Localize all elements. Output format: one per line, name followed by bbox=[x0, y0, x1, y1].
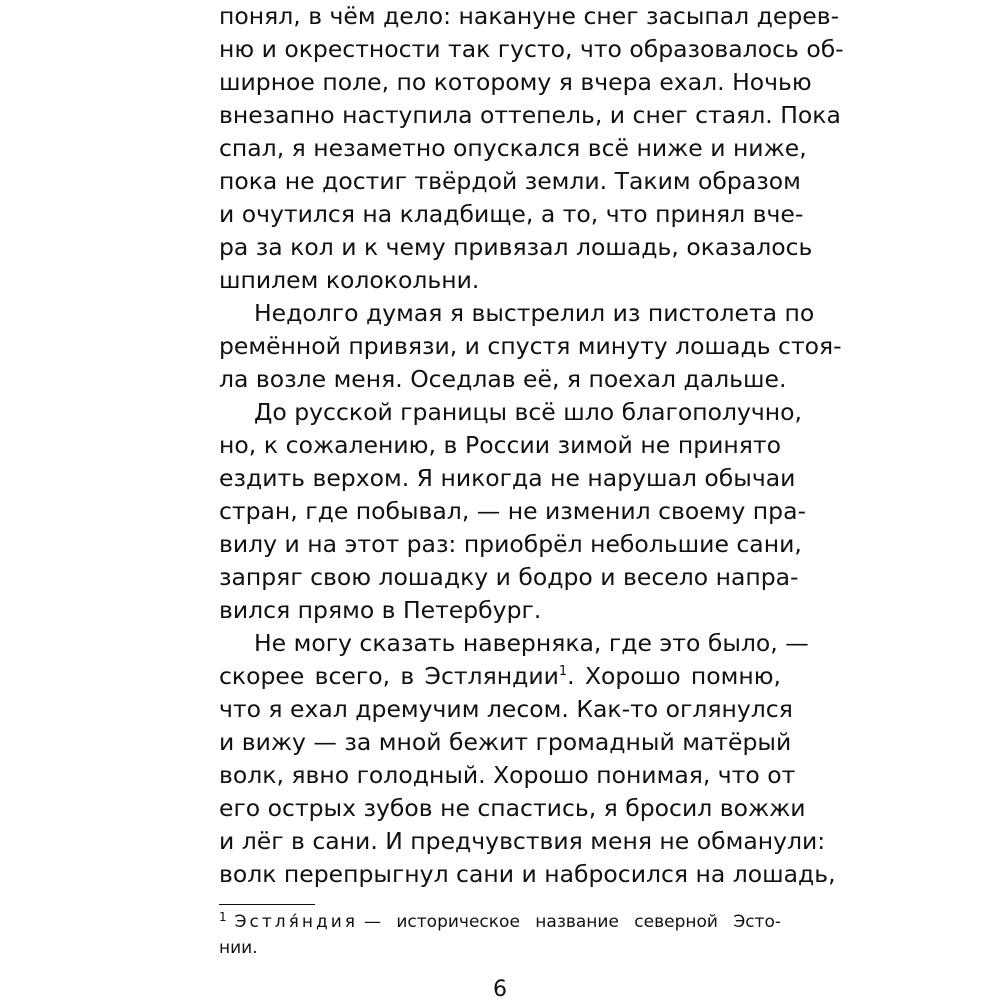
footnote-divider bbox=[219, 904, 315, 905]
text-line: его острых зубов не спастись, я бросил вожжи bbox=[219, 794, 806, 822]
text-line: что я ехал дремучим лесом. Как-то оглянулся bbox=[219, 695, 793, 723]
footnote-reference: 1 bbox=[558, 664, 568, 679]
text-line: стран, где побывал, — не изменил своему пра- bbox=[219, 497, 806, 525]
text-line: и вижу — за мной бежит громадный матёрый bbox=[219, 728, 792, 756]
text-segment: скорее всего, в Эстляндии bbox=[219, 662, 559, 690]
footnote bbox=[219, 909, 781, 935]
text-line: волк перепрыгнул сани и набросился на лошадь, bbox=[219, 860, 836, 888]
text-line: ла возле меня. Оседлав её, я поехал дальше. bbox=[219, 365, 787, 393]
text-line-paragraph-start: Не могу сказать наверняка, где это было, — bbox=[254, 629, 809, 657]
text-line-paragraph-start: До русской границы всё шло благополучно, bbox=[254, 398, 802, 426]
text-line: ню и окрестности так густо, что образовалось об- bbox=[219, 35, 844, 63]
text-line: понял, в чём дело: накануне снег засыпал дерев- bbox=[219, 2, 840, 30]
text-line: и очутился на кладбище, а то, что принял вче- bbox=[219, 200, 804, 228]
text-line: волк, явно голодный. Хорошо понимая, что от bbox=[219, 761, 796, 789]
footnote-continuation: нии. bbox=[219, 938, 258, 958]
footnote-number: 1 bbox=[219, 910, 227, 924]
footnote-term: Эстля́ндия bbox=[234, 912, 358, 932]
text-line-with-footnote-ref bbox=[219, 659, 781, 693]
text-line: внезапно наступила оттепель, и снег стаял. Пока bbox=[219, 101, 841, 129]
text-line: ездить верхом. Я никогда не нарушал обычаи bbox=[219, 464, 796, 492]
page-number: 6 bbox=[493, 977, 507, 1002]
text-line: шпилем колокольни. bbox=[219, 266, 480, 294]
text-line: ширное поле, по которому я вчера ехал. Ночью bbox=[219, 68, 812, 96]
text-line-paragraph-start: Недолго думая я выстрелил из пистолета по bbox=[254, 299, 815, 327]
text-line: спал, я незаметно опускался всё ниже и ниже, bbox=[219, 134, 807, 162]
text-segment: . Хорошо помню, bbox=[567, 662, 781, 690]
text-line: вился прямо в Петербург. bbox=[219, 596, 542, 624]
text-line: пока не достиг твёрдой земли. Таким образом bbox=[219, 167, 801, 195]
text-line: ра за кол и к чему привязал лошадь, оказалось bbox=[219, 233, 813, 261]
footnote-text: — историческое название северной Эсто- bbox=[364, 912, 781, 932]
text-line: вилу и на этот раз: приобрёл небольшие сани, bbox=[219, 530, 802, 558]
text-line: ремённой привязи, и спустя минуту лошадь стоя- bbox=[219, 332, 842, 360]
text-line: запряг свою лошадку и бодро и весело напра- bbox=[219, 563, 799, 591]
text-line: и лёг в сани. И предчувствия меня не обманули: bbox=[219, 827, 826, 855]
text-line: но, к сожалению, в России зимой не принято bbox=[219, 431, 781, 459]
